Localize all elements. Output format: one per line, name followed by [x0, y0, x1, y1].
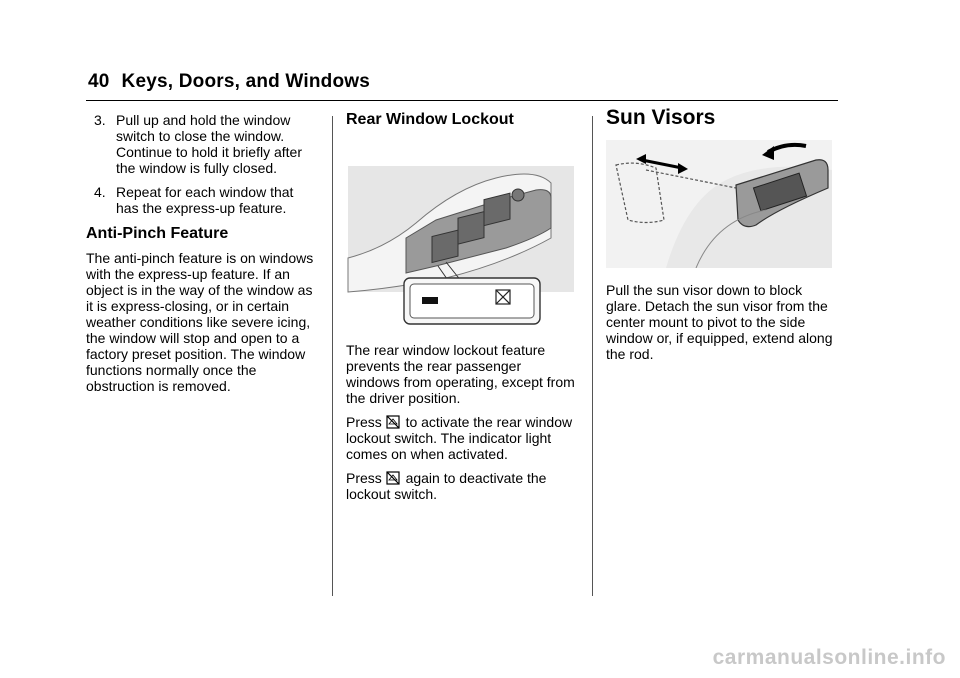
watermark: carmanualsonline.info — [712, 646, 946, 669]
window-switch-illustration — [346, 138, 576, 326]
sun-visors-heading: Sun Visors — [606, 106, 716, 129]
rear-lockout-paragraph-3 — [346, 470, 578, 502]
window-lockout-icon — [386, 415, 400, 429]
page-number: 40 — [88, 71, 110, 92]
column-2 — [346, 112, 578, 510]
column-1 — [86, 112, 316, 402]
anti-pinch-paragraph: The anti-pinch feature is on windows with the express-up feature. If an object is in the way of the window as it is express-closing, or in certain weather conditions like severe icing, the window will stop and open to a factory preset position. The window functions normally once the obstruction is removed. — [86, 250, 314, 394]
header-rule — [86, 100, 838, 101]
column-divider-1 — [332, 116, 333, 596]
step-item — [86, 112, 316, 176]
sun-visor-illustration — [606, 140, 832, 268]
rear-lockout-paragraph-1: The rear window lockout feature prevents the rear passenger windows from operating, except from the driver position. — [346, 342, 575, 406]
chapter-title: Keys, Doors, and Windows — [121, 71, 371, 92]
step-item — [86, 184, 316, 216]
press-text: Press — [346, 470, 382, 486]
page-header — [88, 71, 370, 93]
sun-visors-paragraph: Pull the sun visor down to block glare. Detach the sun visor from the center mount to pivot to the side window or, if equipped, extend along the rod. — [606, 282, 833, 362]
column-3 — [606, 106, 838, 370]
step-text: Pull up and hold the window switch to close the window. Continue to hold it briefly after the window is fully closed. — [116, 112, 302, 176]
column-divider-2 — [592, 116, 593, 596]
activate-text: to activate the rear window lockout switch. The indicator light comes on when activated. — [346, 414, 573, 462]
step-list — [86, 112, 316, 216]
rear-lockout-paragraph-2 — [346, 414, 578, 462]
window-lockout-icon — [386, 471, 400, 485]
step-number: 3. — [94, 112, 106, 128]
anti-pinch-heading: Anti-Pinch Feature — [86, 225, 229, 242]
rear-lockout-heading: Rear Window Lockout — [346, 111, 514, 128]
deactivate-text: again to deactivate the lockout switch. — [346, 470, 547, 502]
step-text: Repeat for each window that has the express-up feature. — [116, 184, 294, 216]
step-number: 4. — [94, 184, 106, 200]
press-text: Press — [346, 414, 382, 430]
